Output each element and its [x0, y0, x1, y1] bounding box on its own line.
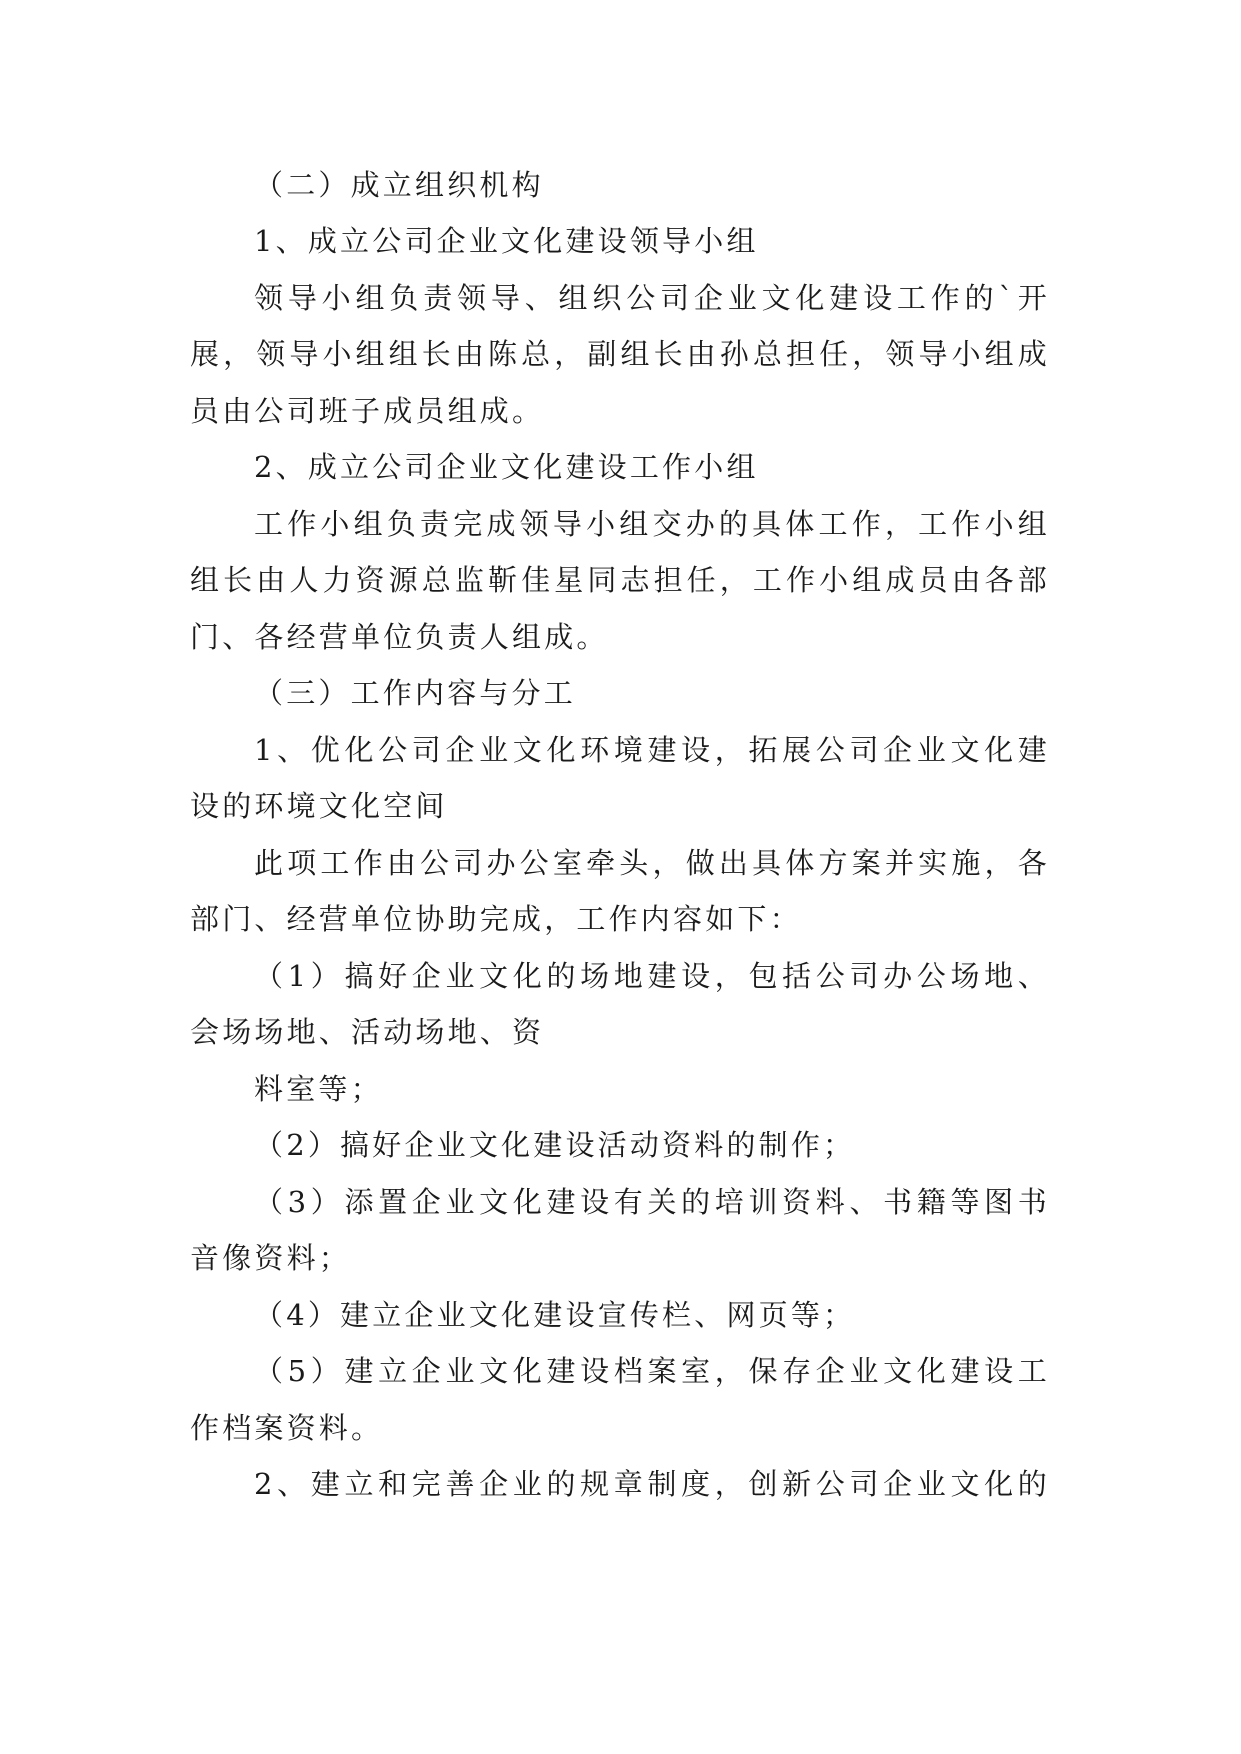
list-item-1-cont: 料室等； [254, 1072, 383, 1106]
list-item-4: （4）建立企业文化建设宣传栏、网页等； [254, 1298, 856, 1332]
paragraph-line: 门、各经营单位负责人组成。 [190, 620, 609, 654]
subheading-1-cont: 设的环境文化空间 [190, 789, 448, 823]
list-item-1-cont: 会场场地、活动场地、资 [190, 1015, 545, 1049]
subheading-2: 2、建立和完善企业的规章制度，创新公司企业文化的 [254, 1467, 1050, 1501]
paragraph-line: 展，领导小组组长由陈总，副组长由孙总担任，领导小组成 [190, 337, 1050, 371]
list-item-2: （2）搞好企业文化建设活动资料的制作； [254, 1128, 856, 1162]
list-item-5: （5）建立企业文化建设档案室，保存企业文化建设工 [254, 1354, 1050, 1388]
section-heading-3: （三）工作内容与分工 [254, 676, 577, 710]
paragraph-line: 部门、经营单位协助完成，工作内容如下： [190, 902, 802, 936]
paragraph-line: 员由公司班子成员组成。 [190, 394, 545, 428]
subheading-2: 2、成立公司企业文化建设工作小组 [254, 450, 759, 484]
paragraph-line: 领导小组负责领导、组织公司企业文化建设工作的`开 [254, 281, 1050, 315]
paragraph-line: 此项工作由公司办公室牵头，做出具体方案并实施，各 [254, 846, 1050, 880]
list-item-1: （1）搞好企业文化的场地建设，包括公司办公场地、 [254, 959, 1050, 993]
paragraph-line: 组长由人力资源总监靳佳星同志担任，工作小组成员由各部 [190, 563, 1050, 597]
section-heading-2: （二）成立组织机构 [254, 168, 544, 202]
subheading-1: 1、优化公司企业文化环境建设，拓展公司企业文化建 [254, 733, 1050, 767]
subheading-1: 1、成立公司企业文化建设领导小组 [254, 224, 759, 258]
list-item-5-cont: 作档案资料。 [190, 1411, 384, 1445]
list-item-3: （3）添置企业文化建设有关的培训资料、书籍等图书 [254, 1185, 1050, 1219]
paragraph-line: 工作小组负责完成领导小组交办的具体工作，工作小组 [254, 507, 1050, 541]
list-item-3-cont: 音像资料； [190, 1241, 352, 1275]
